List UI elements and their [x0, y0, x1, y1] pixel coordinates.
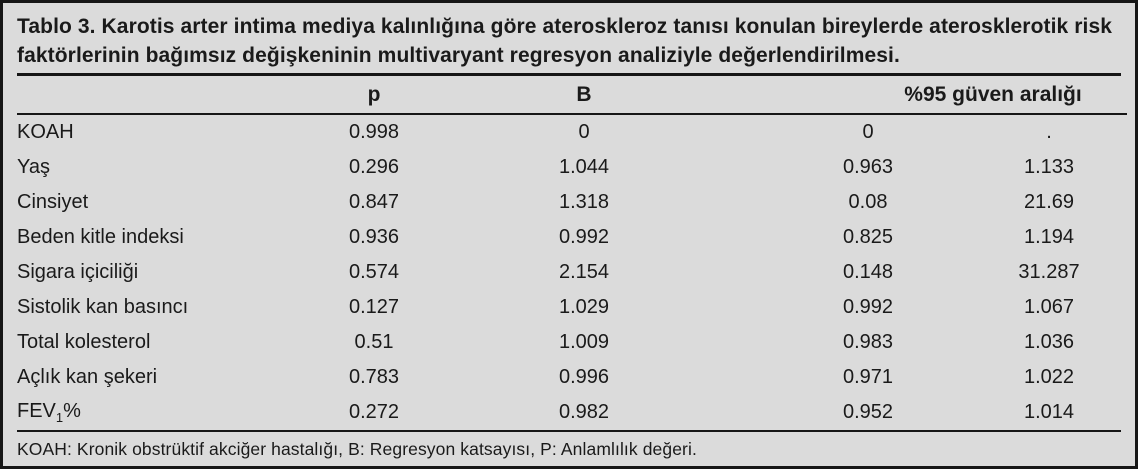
b-value: 0.996 — [558, 366, 610, 388]
row-label: Total kolesterol — [17, 331, 151, 353]
table-row — [17, 220, 1127, 255]
ci-high-value: 1.067 — [1023, 296, 1075, 318]
row-label: Açlık kan şekeri — [17, 366, 158, 388]
p-value: 0.998 — [348, 121, 400, 143]
row-label: Sistolik kan basıncı — [17, 296, 189, 318]
row-label: Sigara içiciliği — [17, 261, 139, 283]
ci-high-value: 21.69 — [1023, 191, 1075, 213]
ci-low-value: 0.952 — [842, 401, 894, 423]
header-row — [17, 76, 1127, 114]
p-value: 0.296 — [348, 156, 400, 178]
p-value: 0.272 — [348, 401, 400, 423]
ci-high-value: 1.194 — [1023, 226, 1075, 248]
table-row — [17, 325, 1127, 360]
row-label: Cinsiyet — [17, 191, 89, 213]
ci-low-value: 0.148 — [842, 261, 894, 283]
fev-label-suffix: % — [63, 400, 81, 422]
regression-table — [17, 76, 1127, 430]
ci-high-value: 1.036 — [1023, 331, 1075, 353]
table-row — [17, 114, 1127, 150]
p-value: 0.847 — [348, 191, 400, 213]
fev-label-base: FEV — [17, 400, 56, 422]
col-header-b: B — [459, 76, 709, 114]
b-value: 0 — [578, 121, 590, 143]
p-value: 0.51 — [354, 331, 394, 353]
ci-low-value: 0.08 — [848, 191, 888, 213]
table-row — [17, 395, 1127, 430]
table-title: Tablo 3. Karotis arter intima mediya kalınlığına göre ateroskleroz tanısı konulan bireylerde aterosklerotik risk faktörlerinin bağımsız değişkeninin multivaryant regresyon analiziyle değerlendirilmesi. — [17, 15, 1113, 67]
b-value: 1.029 — [558, 296, 610, 318]
b-value: 2.154 — [558, 261, 610, 283]
ci-high-value: 1.133 — [1023, 156, 1075, 178]
col-header-ci: %95 güven aralığı — [709, 76, 1127, 114]
ci-low-value: 0 — [862, 121, 874, 143]
ci-high-value: . — [1046, 121, 1052, 143]
p-value: 0.936 — [348, 226, 400, 248]
row-label: Yaş — [17, 156, 50, 178]
fev-label-subscript: 1 — [55, 410, 64, 425]
p-value: 0.574 — [348, 261, 400, 283]
table-row — [17, 185, 1127, 220]
b-value: 1.009 — [558, 331, 610, 353]
row-label: Beden kitle indeksi — [17, 226, 184, 248]
table-row — [17, 290, 1127, 325]
table-row — [17, 255, 1127, 290]
p-value: 0.783 — [348, 366, 400, 388]
ci-low-value: 0.825 — [842, 226, 894, 248]
p-value: 0.127 — [348, 296, 400, 318]
col-header-p: p — [289, 76, 459, 114]
row-label: KOAH — [17, 121, 74, 143]
table-footnote: KOAH: Kronik obstrüktif akciğer hastalığı, B: Regresyon katsayısı, P: Anlamlılık değeri. — [17, 439, 697, 459]
ci-high-value: 31.287 — [1018, 261, 1080, 283]
ci-high-value: 1.014 — [1023, 401, 1075, 423]
ci-low-value: 0.963 — [842, 156, 894, 178]
b-value: 1.318 — [558, 191, 610, 213]
b-value: 0.992 — [558, 226, 610, 248]
table-row — [17, 150, 1127, 185]
ci-low-value: 0.992 — [842, 296, 894, 318]
ci-high-value: 1.022 — [1023, 366, 1075, 388]
row-label-fev1 — [17, 395, 289, 430]
b-value: 1.044 — [558, 156, 610, 178]
ci-low-value: 0.971 — [842, 366, 894, 388]
table-row — [17, 360, 1127, 395]
col-header-label — [17, 76, 289, 114]
ci-low-value: 0.983 — [842, 331, 894, 353]
b-value: 0.982 — [558, 401, 610, 423]
